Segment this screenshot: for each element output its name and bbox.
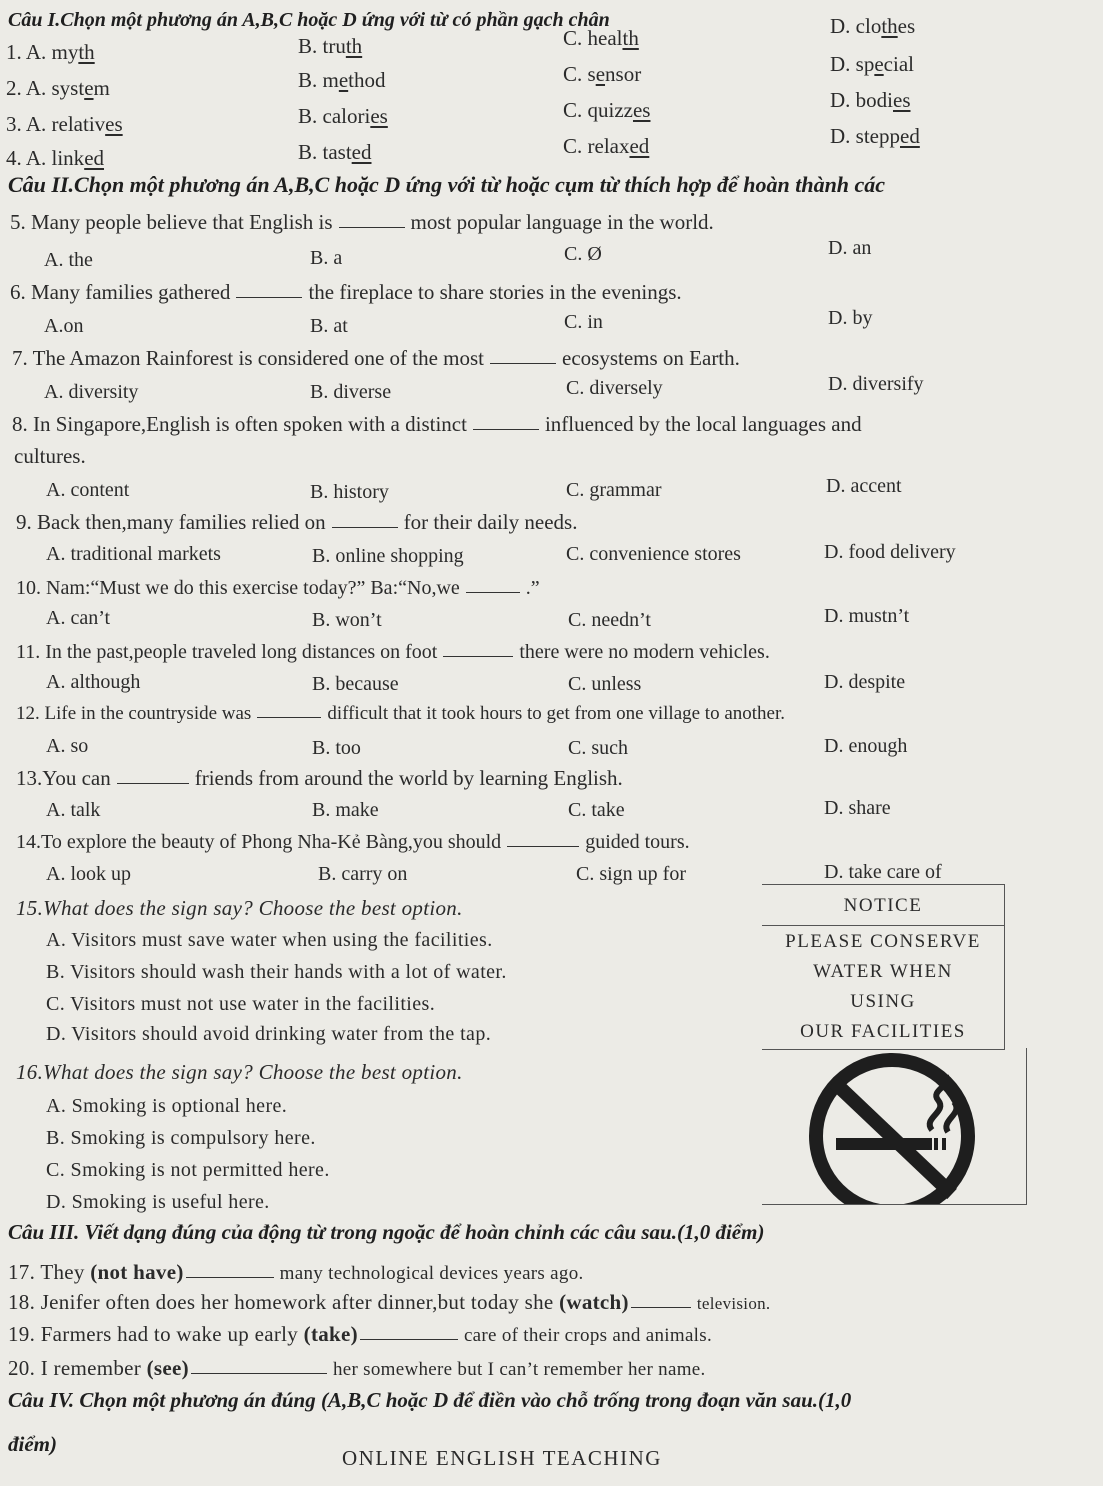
q1-option-c: C. health (563, 26, 639, 50)
q7-option-a: A. diversity (44, 381, 139, 403)
question-18: 18. Jenifer often does her homework after dinner,but today she (watch) television. (8, 1290, 771, 1314)
section-4-heading: Câu IV. Chọn một phương án đúng (A,B,C hoặc D để điền vào chỗ trống trong đoạn văn sau.(1,0 (8, 1388, 852, 1412)
q10-option-c: C. needn’t (568, 609, 651, 631)
q12-stem: 12. Life in the countryside was difficult that it took hours to get from one village to another. (16, 703, 786, 724)
section-3-heading: Câu III. Viết dạng đúng của động từ trong ngoặc để hoàn chỉnh các câu sau.(1,0 điểm) (8, 1220, 765, 1244)
notice-line-2: WATER WHEN (813, 961, 953, 982)
q11-option-d: D. despite (824, 671, 906, 693)
q1-option-d: D. clothes (830, 14, 916, 38)
q8-stem: 8. In Singapore,English is often spoken with a distinct influenced by the local languages and (12, 412, 862, 436)
notice-line-3: USING (850, 991, 916, 1012)
q2-option-c: C. sensor (563, 62, 642, 86)
q6-option-b: B. at (310, 315, 348, 337)
q15-option-d: D. Visitors should avoid drinking water from the tap. (46, 1023, 492, 1045)
q15-option-a: A. Visitors must save water when using the facilities. (46, 929, 493, 951)
q9-option-c: C. convenience stores (566, 543, 741, 565)
q12-option-b: B. too (312, 737, 361, 759)
q1-option-a: 1. A. myth (6, 40, 95, 64)
q15-option-c: C. Visitors must not use water in the facilities. (46, 993, 436, 1015)
q7-option-c: C. diversely (566, 377, 663, 399)
q6-option-c: C. in (564, 311, 603, 333)
q2-option-a: 2. A. system (6, 76, 110, 100)
q13-option-d: D. share (824, 797, 891, 819)
no-smoking-sign (762, 1048, 1027, 1205)
q13-option-c: C. take (568, 799, 625, 821)
q16-option-b: B. Smoking is compulsory here. (46, 1127, 316, 1149)
q4-option-c: C. relaxed (563, 134, 650, 158)
q8-option-a: A. content (46, 479, 130, 501)
q7-option-d: D. diversify (828, 373, 924, 395)
q4-option-b: B. tasted (298, 140, 372, 164)
q5-option-a: A. the (44, 249, 93, 271)
section-2-heading: Câu II.Chọn một phương án A,B,C hoặc D ứng với từ hoặc cụm từ thích hợp để hoàn thành các (8, 172, 886, 197)
q4-option-d: D. stepped (830, 124, 920, 148)
question-20: 20. I remember (see) her somewhere but I can’t remember her name. (8, 1356, 706, 1380)
q2-option-d: D. special (830, 52, 914, 76)
q9-option-a: A. traditional markets (46, 543, 221, 565)
q11-stem: 11. In the past,people traveled long distances on foot there were no modern vehicles. (16, 641, 770, 663)
q4-option-a: 4. A. linked (6, 146, 105, 170)
q7-option-b: B. diverse (310, 381, 392, 403)
question-19: 19. Farmers had to wake up early (take) care of their crops and animals. (8, 1322, 713, 1346)
q9-option-d: D. food delivery (824, 541, 956, 563)
q11-option-c: C. unless (568, 673, 642, 695)
q8-option-b: B. history (310, 481, 389, 503)
no-smoking-icon (762, 1048, 1026, 1204)
q15-stem: 15.What does the sign say? Choose the best option. (16, 896, 463, 920)
q5-option-d: D. an (828, 237, 872, 259)
q14-option-c: C. sign up for (576, 863, 686, 885)
q12-option-c: C. such (568, 737, 628, 759)
q5-option-c: C. Ø (564, 243, 602, 265)
section-4-heading-cont: điểm) (8, 1432, 57, 1456)
section-1-heading: Câu I.Chọn một phương án A,B,C hoặc D ứng với từ có phần gạch chân (8, 9, 610, 31)
q6-option-d: D. by (828, 307, 873, 329)
q6-stem: 6. Many families gathered the fireplace to share stories in the evenings. (10, 280, 682, 304)
q14-option-d: D. take care of (824, 861, 942, 883)
q15-option-b: B. Visitors should wash their hands with a lot of water. (46, 961, 507, 983)
q2-option-b: B. method (298, 68, 386, 92)
q16-option-c: C. Smoking is not permitted here. (46, 1159, 330, 1181)
notice-line-1: PLEASE CONSERVE (785, 931, 981, 952)
q16-option-d: D. Smoking is useful here. (46, 1191, 270, 1213)
notice-line-4: OUR FACILITIES (800, 1021, 966, 1042)
q14-option-b: B. carry on (318, 863, 408, 885)
q10-stem: 10. Nam:“Must we do this exercise today?” Ba:“No,we .” (16, 577, 540, 599)
q12-option-d: D. enough (824, 735, 908, 757)
q14-stem: 14.To explore the beauty of Phong Nha-Kẻ Bàng,you should guided tours. (16, 831, 690, 853)
q1-option-b: B. truth (298, 34, 363, 58)
q5-stem: 5. Many people believe that English is most popular language in the world. (10, 210, 714, 234)
q9-stem: 9. Back then,many families relied on for their daily needs. (16, 510, 578, 534)
q3-option-b: B. calories (298, 104, 388, 128)
q8-option-c: C. grammar (566, 479, 662, 501)
q6-option-a: A.on (44, 315, 84, 337)
notice-divider (762, 925, 1004, 926)
passage-title: ONLINE ENGLISH TEACHING (342, 1446, 662, 1470)
q12-option-a: A. so (46, 735, 89, 757)
q13-option-a: A. talk (46, 799, 101, 821)
q3-option-a: 3. A. relatives (6, 112, 123, 136)
notice-title: NOTICE (843, 895, 923, 916)
q8-option-d: D. accent (826, 475, 902, 497)
question-17: 17. They (not have) many technological devices years ago. (8, 1260, 584, 1284)
q11-option-b: B. because (312, 673, 399, 695)
q7-stem: 7. The Amazon Rainforest is considered one of the most ecosystems on Earth. (12, 346, 740, 370)
q14-option-a: A. look up (46, 863, 131, 885)
q3-option-c: C. quizzes (563, 98, 651, 122)
q10-option-a: A. can’t (46, 607, 111, 629)
q16-option-a: A. Smoking is optional here. (46, 1095, 288, 1117)
q8-stem-cont: cultures. (14, 444, 86, 468)
q3-option-d: D. bodies (830, 88, 911, 112)
q16-stem: 16.What does the sign say? Choose the best option. (16, 1060, 463, 1084)
q9-option-b: B. online shopping (312, 545, 464, 567)
notice-sign (762, 884, 1005, 1050)
q13-stem: 13.You can friends from around the world by learning English. (16, 766, 623, 790)
q13-option-b: B. make (312, 799, 379, 821)
q10-option-d: D. mustn’t (824, 605, 910, 627)
q5-option-b: B. a (310, 247, 343, 269)
q11-option-a: A. although (46, 671, 141, 693)
q10-option-b: B. won’t (312, 609, 382, 631)
